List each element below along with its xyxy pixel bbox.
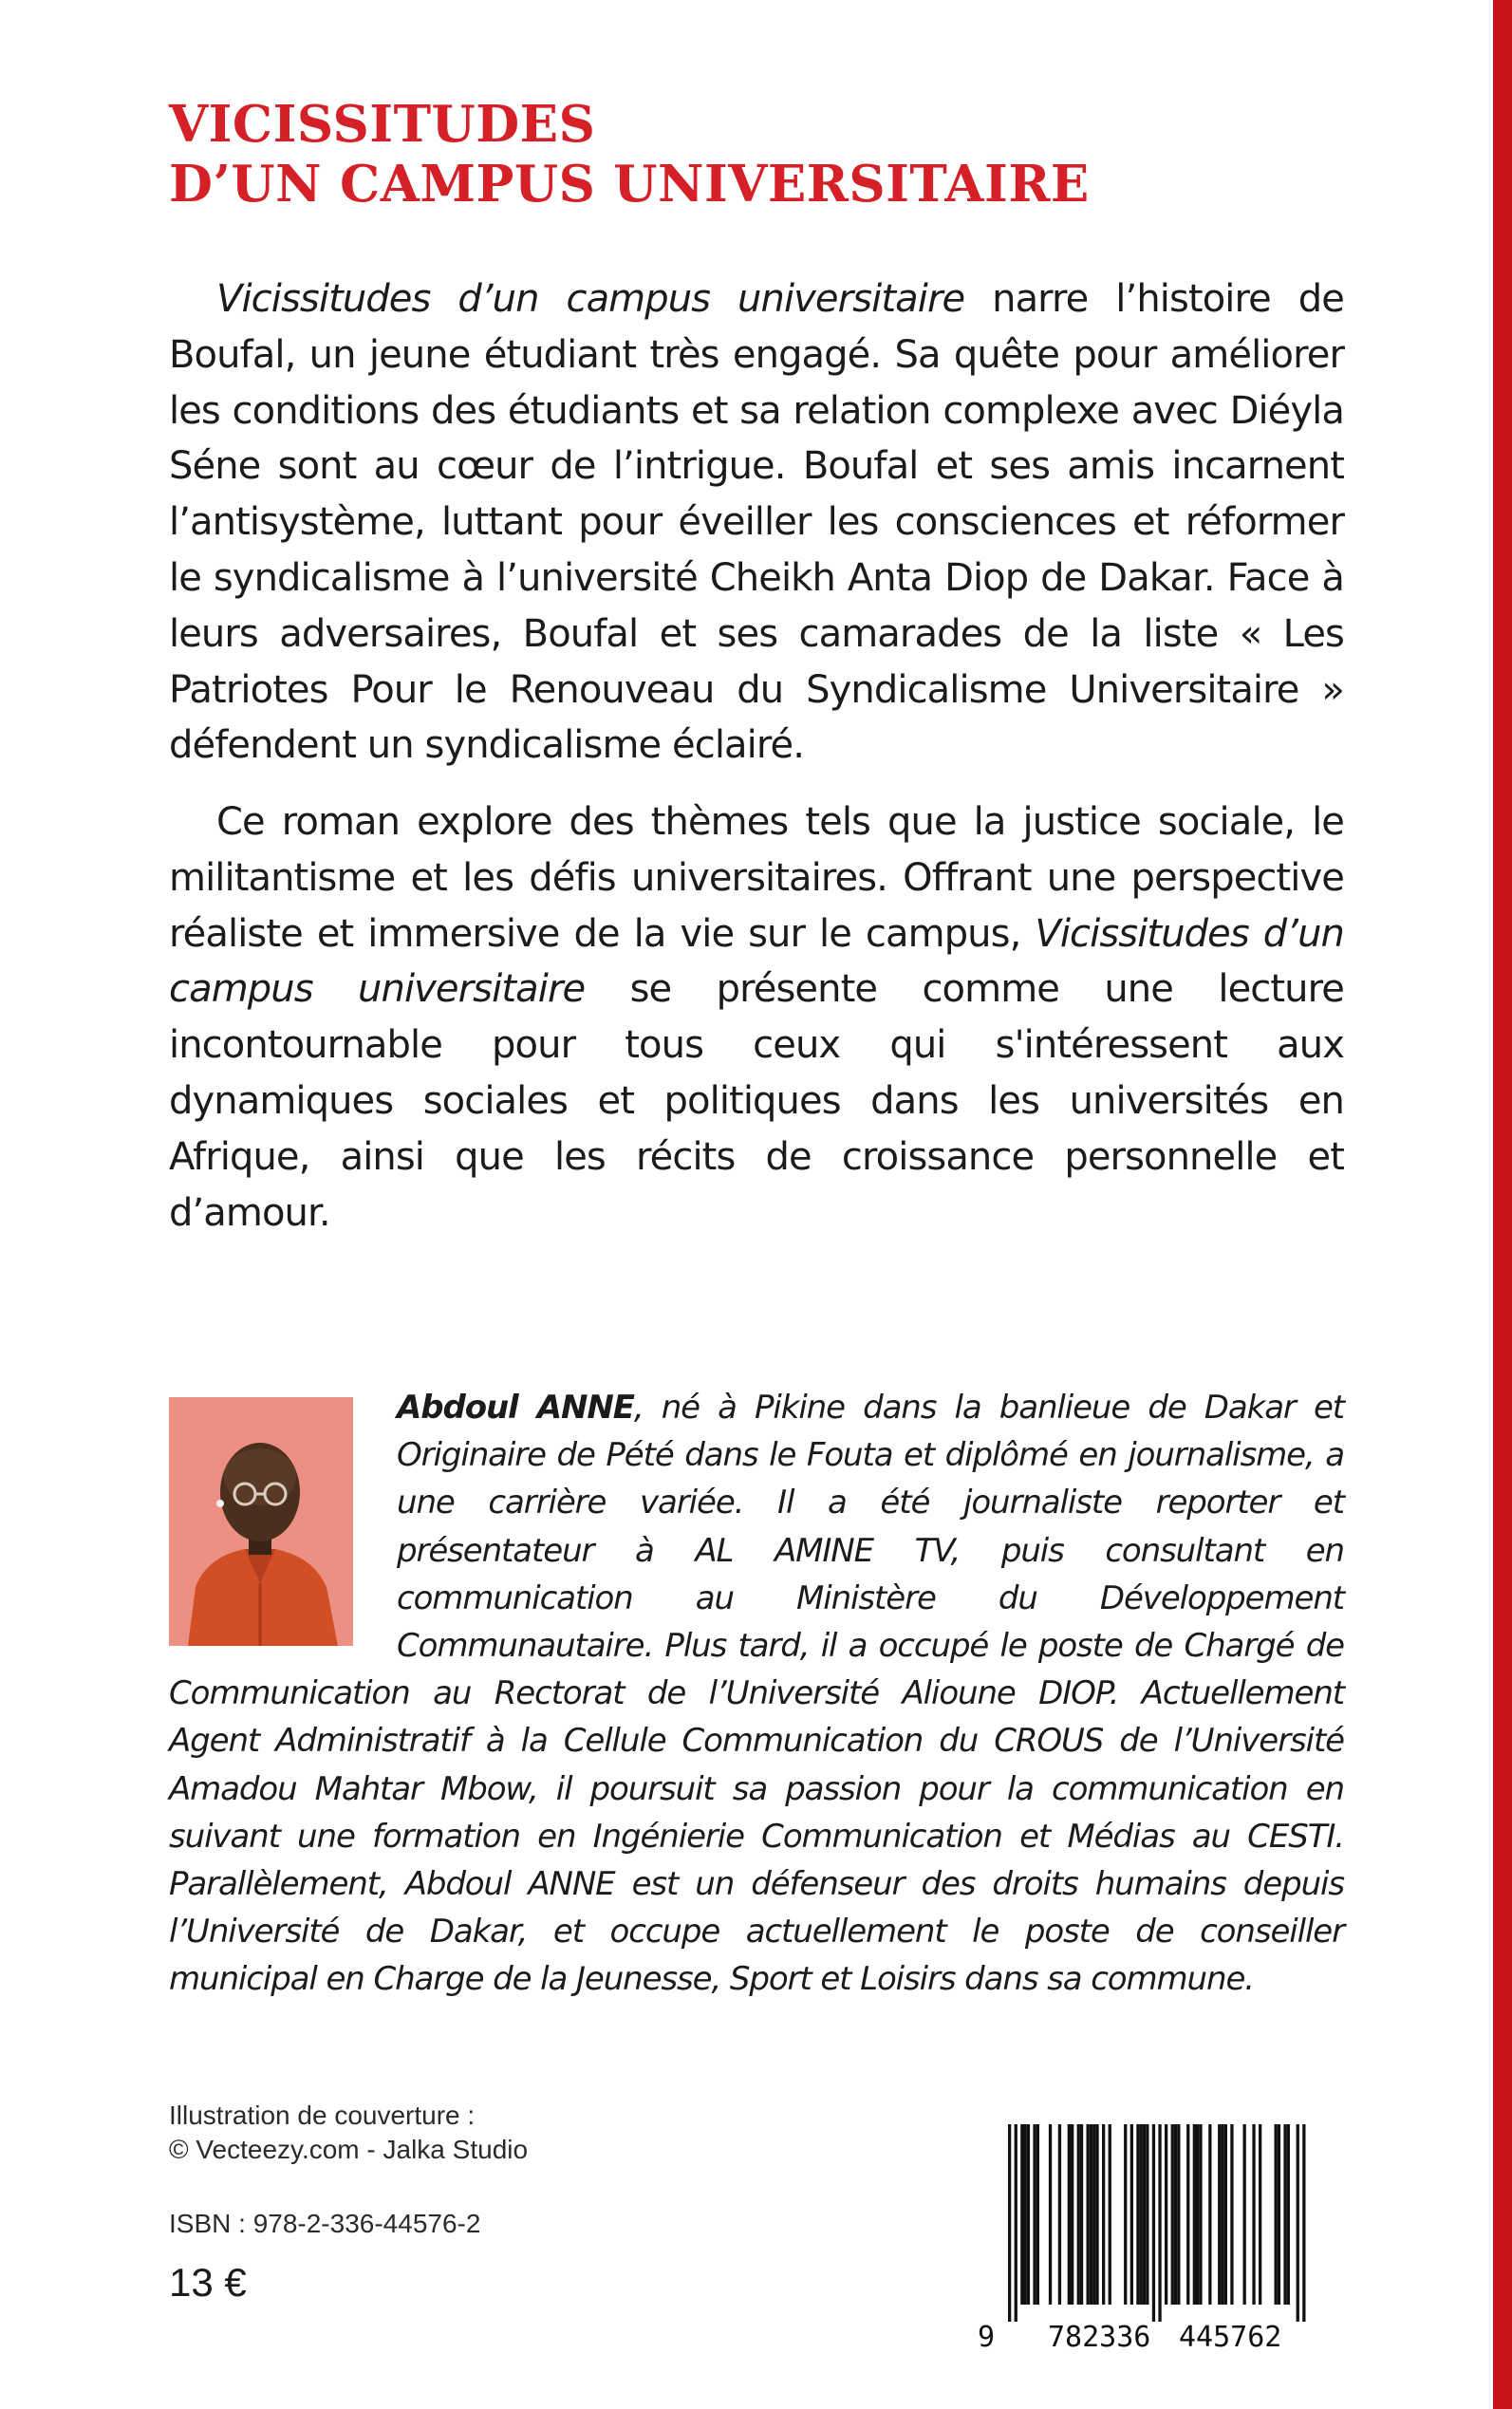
barcode-bar [1058, 2124, 1061, 2305]
author-name: Abdoul ANNE [397, 1389, 634, 1427]
barcode-bar [1068, 2124, 1071, 2305]
summary-paragraph-2-start: Ce roman explore des thèmes tels que la justice sociale, le militantisme et les défis universitaires. Offrant une perspective réaliste et immersive de la vie sur le campus, [169, 800, 1344, 956]
barcode-bars [1008, 2124, 1306, 2322]
barcode-bar [1049, 2124, 1052, 2305]
isbn-number: ISBN : 978-2-336-44576-2 [169, 2209, 481, 2238]
barcode-bar [1230, 2124, 1233, 2305]
barcode-bar [1087, 2124, 1090, 2305]
barcode-right-digits: 445762 [1179, 2321, 1282, 2352]
barcode-bar [1196, 2124, 1199, 2305]
barcode-bar [1186, 2124, 1189, 2305]
barcode-bar [1146, 2124, 1148, 2305]
barcode-bar [1109, 2124, 1111, 2305]
barcode-bar [1152, 2124, 1155, 2322]
barcode-bar [1102, 2124, 1105, 2305]
summary-paragraph-1-text: narre l’histoire de Boufal, un jeune étudiant très engagé. Sa quête pour améliorer les conditions des étudiants et sa relation complexe avec Diéyla Séne sont au cœur de l’intrigue. Boufal et ses amis incarnent l’antisystème, luttant pour éveiller les consciences et réformer le syndicalisme à l’université Cheikh Anta Diop de Dakar. Face à leurs adversaires, Boufal et ses camarades de la liste « Les Patriotes Pour le Renouveau du Syndicalisme Universitaire » défendent un syndicalisme éclairé. [169, 277, 1344, 768]
barcode-bar [1283, 2124, 1286, 2305]
barcode-bar [1124, 2124, 1127, 2305]
book-title [169, 95, 1403, 215]
barcode-bar [1008, 2124, 1011, 2322]
barcode-bar [1015, 2124, 1017, 2322]
photo-wrap-spacer [169, 1384, 397, 1659]
barcode-bar [1143, 2124, 1146, 2305]
book-title-line-2: D’UN CAMPUS UNIVERSITAIRE [169, 155, 1090, 214]
barcode-bar [1092, 2124, 1095, 2305]
barcode-bar [1095, 2124, 1098, 2305]
price: 13 € [169, 2260, 247, 2305]
barcode-bar [1208, 2124, 1211, 2305]
barcode-bar [1278, 2124, 1280, 2305]
barcode-bar [1020, 2124, 1023, 2305]
barcode-bar [1199, 2124, 1202, 2305]
barcode-bar [1071, 2124, 1073, 2305]
barcode-bar [1221, 2124, 1223, 2305]
barcode-bar [1259, 2124, 1261, 2305]
barcode-bar [1033, 2124, 1036, 2305]
barcode-bar [1218, 2124, 1221, 2305]
barcode-bar [1080, 2124, 1083, 2305]
barcode-bar [1174, 2124, 1177, 2305]
barcode-bar [1024, 2124, 1027, 2305]
barcode-bar [1090, 2124, 1092, 2305]
illustration-credit-label: Illustration de couverture : [169, 2101, 476, 2130]
barcode-bar [1130, 2124, 1133, 2305]
barcode-bar [1243, 2124, 1246, 2305]
book-title-line-1: VICISSITUDES [169, 95, 596, 154]
summary-paragraph-1 [169, 271, 1344, 774]
barcode-bar [1136, 2124, 1139, 2305]
barcode-bar [1165, 2124, 1167, 2305]
barcode-bar [1252, 2124, 1255, 2305]
barcode-bar [1302, 2124, 1305, 2322]
barcode-bar [1193, 2124, 1196, 2305]
summary-paragraph-2-end: se présente comme une lecture incontournable pour tous ceux qui s'intéressent aux dynamiques sociales et politiques dans les universités en Afrique, ainsi que les récits de croissance personnelle et d’amour. [169, 967, 1344, 1235]
author-biography [169, 1384, 1344, 2004]
barcode-bar [1077, 2124, 1080, 2305]
barcode-bar [1224, 2124, 1227, 2305]
barcode-bar [1158, 2124, 1161, 2322]
barcode-bar [1140, 2124, 1143, 2305]
summary-paragraph-2 [169, 794, 1344, 1241]
barcode-bar [1297, 2124, 1299, 2322]
illustration-credit-value: © Vecteezy.com - Jalka Studio [169, 2135, 529, 2164]
barcode-bar [1177, 2124, 1180, 2305]
barcode-bar [1275, 2124, 1278, 2305]
summary-book-title-italic-2: Vicissitudes d’un campus universitaire [169, 911, 1344, 1012]
barcode-first-digit: 9 [978, 2321, 996, 2352]
barcode-bar [1171, 2124, 1174, 2305]
summary-book-title-italic: Vicissitudes d’un campus universitaire [216, 277, 965, 321]
barcode-bar [1027, 2124, 1030, 2305]
barcode-bar [1036, 2124, 1039, 2305]
barcode-bar [1287, 2124, 1290, 2305]
author-bio-text: , né à Pikine dans la banlieue de Dakar et Originaire de Pété dans le Fouta et diplômé en journalisme, a une carrière variée. Il a été journaliste reporter et présentateur à AL AMINE TV, puis consultant en communication au Ministère du Développement Communautaire. Plus tard, il a occupé le poste de Chargé de Communication au Rectorat de l’Université Alioune DIOP. Actuellement Agent Administratif à la Cellule Communication du CROUS de l’Université Amadou Mahtar Mbow, il poursuit sa passion pour la communication en suivant une formation en Ingénierie Communication et Médias au CESTI. Parallèlement, Abdoul ANNE est un défenseur des droits humains depuis l’Université de Dakar, et occupe actuellement le poste de conseiller municipal en Charge de la Jeunesse, Sport et Loisirs dans sa commune. [169, 1389, 1344, 1999]
barcode-left-digits: 782336 [1048, 2321, 1151, 2352]
barcode [976, 2124, 1327, 2352]
spine-edge-bar [1493, 0, 1512, 2409]
